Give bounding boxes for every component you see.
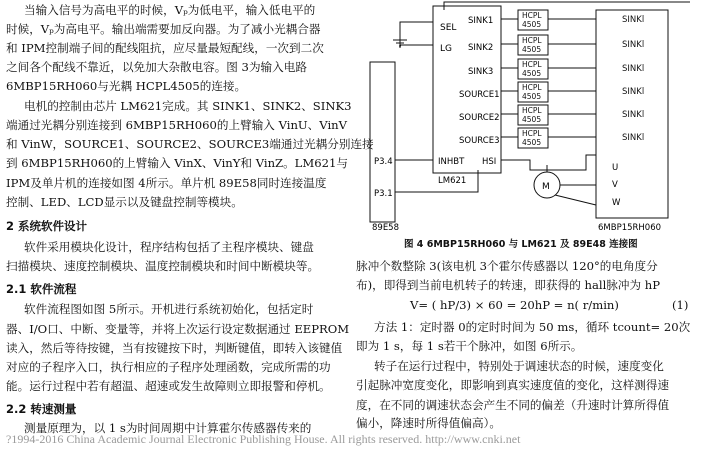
hcpl-part-number: 4505 <box>522 45 542 54</box>
body-text-line: 即为 1 s，每 1 s若干个脉冲，如图 6所示。 <box>356 339 583 353</box>
p31-label: P3.1 <box>374 189 393 199</box>
hcpl-label: HCPL <box>522 83 542 92</box>
body-text-line: 度，在不同的调速状态会产生不同的偏差（升速时计算所得值 <box>356 398 670 412</box>
source2-label: SOURCE2 <box>459 113 500 123</box>
equation-number: (1) <box>672 298 689 312</box>
body-text-line: 能。运行过程中若有超温、超速或发生故障则立即报警和停机。 <box>6 379 331 393</box>
sink1-label: SINK1 <box>468 16 494 26</box>
ipm-input-label: SINKl <box>622 87 645 97</box>
w-label: W <box>612 198 621 208</box>
hcpl-label: HCPL <box>522 106 542 115</box>
body-text-line: IPM及单片机的连接如图 4所示。单片机 89E58同时连接温度 <box>6 176 327 190</box>
section-heading: 2 系统软件设计 <box>6 219 88 233</box>
mcu-label: 89E58 <box>372 223 400 233</box>
ipm-input-label: SINKl <box>622 110 645 120</box>
section-heading: 2.2 转速测量 <box>6 402 77 416</box>
hsi-label: HSI <box>482 157 497 167</box>
body-text-line: 6MBP15RH060与光耦 HCPL4505的连接。 <box>6 79 247 93</box>
hcpl-part-number: 4505 <box>522 92 542 101</box>
sel-label: SEL <box>440 23 457 33</box>
body-text-line: 读入，然后等待按键，当有按键按下时，判断键值，即转入该键值 <box>6 341 343 355</box>
body-text-line: 对应的子程序入口，执行相应的子程序处理函数，完成所需的功 <box>6 360 331 374</box>
hcpl-part-number: 4505 <box>522 138 542 147</box>
ipm-label: 6MBP15RH060 <box>598 223 662 233</box>
body-text-line: 时候，Vₚ为高电平。输出端需要加反向器。为了减小光耦合器 <box>6 22 321 36</box>
hcpl-label: HCPL <box>522 129 542 138</box>
body-text-line: 端通过光耦分别连接到 6MBP15RH060的上臂输入 VinU、VinV <box>6 118 347 132</box>
source1-label: SOURCE1 <box>459 90 500 100</box>
hcpl-part-number: 4505 <box>522 20 542 29</box>
motor-label: M <box>542 182 550 192</box>
p34-label: P3.4 <box>374 157 393 167</box>
v-label: V <box>612 180 618 190</box>
circuit-diagram <box>360 0 708 250</box>
u-label: U <box>612 163 619 173</box>
copyright-footer: ?1994-2016 China Academic Journal Electronic Publishing House. All rights reserved. http://www.cnki.net <box>6 432 521 446</box>
ipm-input-label: SINKl <box>622 40 645 50</box>
hcpl-label: HCPL <box>522 60 542 69</box>
body-text-line: 之间各个配线不靠近，以免加大杂散电容。图 3为输入电路 <box>6 60 307 74</box>
body-text-line: 扫描模块、速度控制模块、温度控制模块和时间中断模块等。 <box>6 259 320 273</box>
hcpl-label: HCPL <box>522 36 542 45</box>
body-text-line: 当输入信号为高电平的时候，Vₚ为低电平，输入低电平的 <box>24 3 316 17</box>
inhbt-label: INHBT <box>438 157 465 167</box>
body-text-line: 引起脉冲宽度变化，即影响到真实速度值的变化，这样测得速 <box>356 378 670 392</box>
ipm-input-label: SINKl <box>622 133 645 143</box>
body-text-line: 布)，即得到当前电机转子的转速，即获得的 hall脉冲为 hP <box>356 278 661 292</box>
section-heading: 2.1 软件流程 <box>6 282 77 296</box>
hcpl-part-number: 4505 <box>522 69 542 78</box>
body-text-line: 软件采用模块化设计，程序结构包括了主程序模块、键盘 <box>24 240 314 254</box>
lg-label: LG <box>440 44 452 54</box>
body-text-line: 测量原理为，以 1 s为时间周期中计算霍尔传感器传来的 <box>24 421 312 435</box>
sink2-label: SINK2 <box>468 43 494 53</box>
body-text-line: 脉冲个数整除 3(该电机 3个霍尔传感器以 120°的电角度分 <box>356 259 658 273</box>
equation: V= ( hP/3) × 60 = 20hP = n( r/min) <box>410 298 619 312</box>
ipm-input-label: SINKl <box>622 15 645 25</box>
body-text-line: 控制、LED、LCD显示以及键盘控制等模块。 <box>6 195 243 209</box>
lm621-label: LM621 <box>438 176 467 186</box>
sink3-label: SINK3 <box>468 67 494 77</box>
hcpl-label: HCPL <box>522 11 542 20</box>
body-text-line: 软件流程图如图 5所示。开机进行系统初始化，包括定时 <box>24 302 314 316</box>
body-text-line: 到 6MBP15RH060的上臂输入 VinX、VinY和 VinZ。LM621与 <box>6 156 348 170</box>
body-text-line: 电机的控制由芯片 LM621完成。其 SINK1、SINK2、SINK3 <box>24 99 352 113</box>
source3-label: SOURCE3 <box>459 136 500 146</box>
body-text-line: 方法 1：定时器 0的定时时间为 50 ms，循环 tcount= 20次 <box>374 320 691 334</box>
body-text-line: 器、I/O口、中断、变量等，并将上次运行设定数据通过 EEPROM <box>6 322 350 336</box>
body-text-line: 和 VinW，SOURCE1、SOURCE2、SOURCE3端通过光耦分别连接 <box>6 137 374 151</box>
figure-caption: 图 4 6MBP15RH060 与 LM621 及 89E48 连接图 <box>404 239 638 250</box>
body-text-line: 转子在运行过程中，特别处于调速状态的时候，速度变化 <box>374 359 664 373</box>
body-text-line: 和 IPM控制端子间的配线阻抗，应尽量最短配线，一次到二次 <box>6 41 324 55</box>
hcpl-part-number: 4505 <box>522 115 542 124</box>
ipm-input-label: SINKl <box>622 64 645 74</box>
body-text-line: 偏小，降速时所得值偏高）。 <box>356 416 501 430</box>
